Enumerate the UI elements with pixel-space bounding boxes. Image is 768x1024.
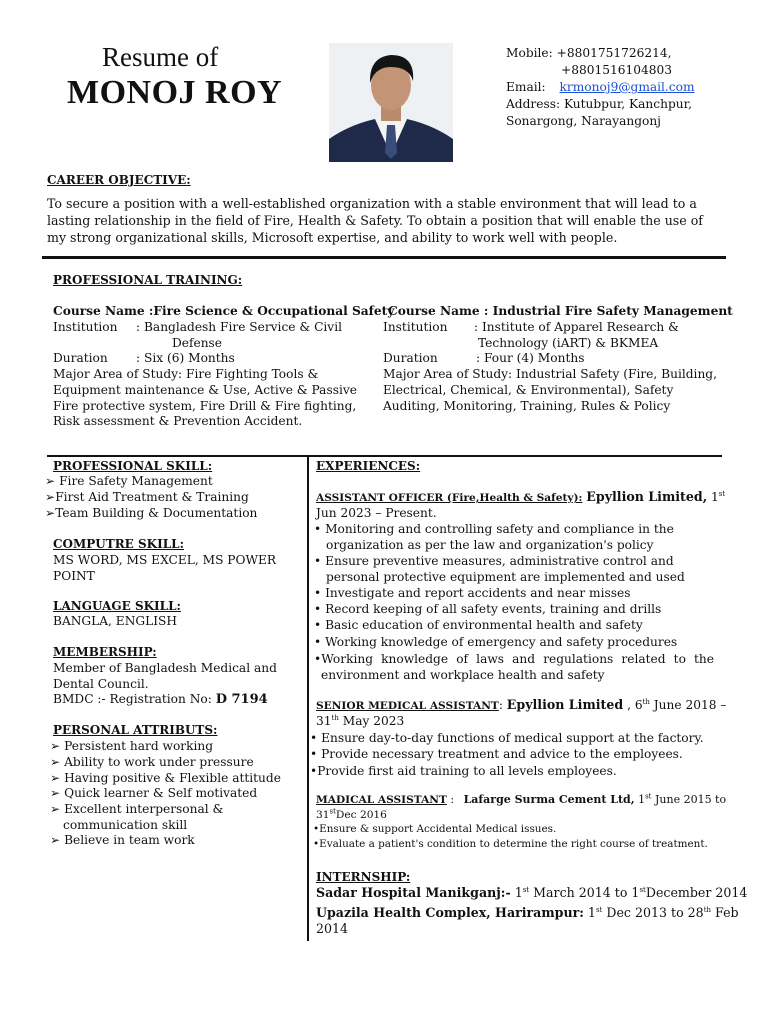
job1-bullet-continuation: environment and workplace health and safety <box>321 668 605 682</box>
profile-photo <box>329 43 453 162</box>
training-left-inst-label: Institution <box>53 320 118 334</box>
job1-bullet-text: Working knowledge of laws and regulations related to the <box>321 652 714 666</box>
skill-item <box>45 489 249 505</box>
language-skill-value: BANGLA, ENGLISH <box>53 614 177 628</box>
internship-1-suffix: st <box>522 885 530 894</box>
job2-date-suffix: th <box>642 697 650 706</box>
attribute-text: Believe in team work <box>64 833 195 847</box>
training-left-area-1: Major Area of Study: Fire Fighting Tools & <box>53 367 319 381</box>
bullet-icon: • <box>313 823 320 835</box>
job3-bullet-text: Evaluate a patient's condition to determine the right course of treatment. <box>319 838 708 850</box>
internship-2-end: Feb <box>715 905 739 920</box>
email-label: Email: <box>506 80 546 94</box>
attribute-text: Having positive & Flexible attitude <box>64 771 281 785</box>
attribute-text: Quick learner & Self motivated <box>64 786 258 800</box>
job2-bullet-text: Ensure day-to-day functions of medical support at the factory. <box>321 731 704 745</box>
computer-skill-heading: COMPUTRE SKILL: <box>53 537 185 551</box>
job1-bullet-text: Record keeping of all safety events, training and drills <box>325 602 662 616</box>
job1-date: Jun 2023 – Present. <box>316 506 437 520</box>
membership-line-1: Member of Bangladesh Medical and <box>53 661 277 675</box>
personal-attributes-heading: PERSONAL ATTRIBUTS: <box>53 723 218 737</box>
column-divider-vertical <box>307 456 309 941</box>
training-left-inst-1: : Bangladesh Fire Service & Civil <box>136 320 342 334</box>
arrow-bullet-icon: ➢ <box>50 786 61 800</box>
training-right-inst-2: Technology (iART) & BKMEA <box>478 336 659 350</box>
internship-1-place: Sadar Hospital Manikganj:- <box>316 885 511 900</box>
training-right-course: Course Name : Industrial Fire Safety Management <box>388 304 733 318</box>
training-left-course: Course Name :Fire Science & Occupational Safety <box>53 304 395 318</box>
attribute-item <box>50 754 254 770</box>
mobile-number-1: +8801751726214, <box>556 46 672 60</box>
bullet-icon: • <box>314 652 322 666</box>
address-line-1 <box>506 96 692 112</box>
job2-date-day: 6 <box>634 698 643 712</box>
bullet-icon: • <box>310 747 318 761</box>
internship-1-range: March 2014 to 1 <box>533 885 640 900</box>
job3-title: MADICAL ASSISTANT <box>316 794 447 806</box>
internship-2-suffix-2: th <box>703 905 712 914</box>
membership-line-2: Dental Council. <box>53 677 149 691</box>
arrow-bullet-icon: ➢ <box>45 506 56 520</box>
training-left-dur-label: Duration <box>53 351 108 365</box>
training-right-duration: : Four (4) Months <box>476 351 585 365</box>
job3-date-start: June 2015 to <box>654 793 727 806</box>
email-link[interactable]: krmonoj9@gmail.com <box>559 80 695 94</box>
job2-bullet <box>310 746 683 762</box>
training-left-area-2: Equipment maintenance & Use, Active & Passive <box>53 383 357 397</box>
internship-1-day: 1 <box>514 885 523 900</box>
mobile-number-2: +8801516104803 <box>561 63 673 77</box>
mobile-label: Mobile: <box>506 46 553 60</box>
skill-item <box>45 473 213 489</box>
attribute-text: Persistent hard working <box>64 739 214 753</box>
job2-bullet <box>310 730 704 746</box>
training-right-dur-label: Duration <box>383 351 438 365</box>
bullet-icon: • <box>314 602 322 616</box>
job3-date-day: 1 <box>638 793 646 806</box>
job1-date-day: 1 <box>710 490 719 504</box>
job1-bullet <box>314 617 643 633</box>
job3-company: Lafarge Surma Cement Ltd, <box>463 793 635 806</box>
bullet-icon: • <box>314 522 322 536</box>
attribute-item <box>50 801 223 817</box>
address-label: Address: <box>506 97 561 111</box>
training-left-inst-2: Defense <box>172 336 223 350</box>
job3-date-end-line <box>316 807 387 823</box>
job1-bullet-text: Monitoring and controlling safety and compliance in the <box>325 522 674 536</box>
career-objective-heading: CAREER OBJECTIVE: <box>47 173 191 187</box>
computer-skill-line-1: MS WORD, MS EXCEL, MS POWER <box>53 553 277 567</box>
section-divider <box>42 256 726 259</box>
training-right-inst-label: Institution <box>383 320 448 334</box>
column-divider-top <box>47 455 722 457</box>
training-right-area-3: Auditing, Monitoring, Training, Rules & Policy <box>383 399 671 413</box>
attribute-item <box>50 770 281 786</box>
arrow-bullet-icon: ➢ <box>50 802 61 816</box>
job1-bullet-text: Ensure preventive measures, administrative control and <box>325 554 674 568</box>
internship-line-1 <box>316 885 747 901</box>
computer-skill-line-2: POINT <box>53 569 95 583</box>
arrow-bullet-icon: ➢ <box>50 755 61 769</box>
training-left-duration: : Six (6) Months <box>136 351 235 365</box>
job2-title-line: SENIOR MEDICAL ASSISTANT: Epyllion Limited , 6th June 2018 – <box>316 697 727 712</box>
job3-end-day: 31 <box>316 809 330 821</box>
internship-1-end: December 2014 <box>645 885 748 900</box>
mobile-line <box>506 45 672 61</box>
job1-bullet-text: Basic education of environmental health and safety <box>325 618 643 632</box>
job1-bullet <box>314 521 674 537</box>
bullet-icon: • <box>314 618 322 632</box>
arrow-bullet-icon: ➢ <box>50 739 61 753</box>
email-line <box>506 79 695 95</box>
job1-bullet <box>314 585 630 601</box>
job2-bullet-text: Provide necessary treatment and advice to the employees. <box>321 747 683 761</box>
professional-skill-heading: PROFESSIONAL SKILL: <box>53 459 213 473</box>
job1-bullet <box>314 651 714 667</box>
training-right-area-1: Major Area of Study: Industrial Safety (Fire, Building, <box>383 367 717 381</box>
job3-end-suffix: st <box>329 807 336 816</box>
job1-bullet-continuation: organization as per the law and organization's policy <box>326 538 654 552</box>
job1-bullet <box>314 601 661 617</box>
resume-of-label: Resume of <box>102 42 219 72</box>
job1-bullet <box>314 634 677 650</box>
arrow-bullet-icon: ➢ <box>50 771 61 785</box>
job2-end-day: 31 <box>316 714 332 728</box>
arrow-bullet-icon: ➢ <box>50 833 61 847</box>
job1-bullet <box>314 553 674 569</box>
job3-end-date: Dec 2016 <box>335 809 387 821</box>
address-value-1: Kutubpur, Kanchpur, <box>563 97 692 111</box>
training-left-area-4: Risk assessment & Prevention Accident. <box>53 414 303 428</box>
job3-title-line: MADICAL ASSISTANT : Lafarge Surma Cement Ltd, 1st June 2015 to <box>316 792 727 806</box>
job1-title: ASSISTANT OFFICER (Fire,Health & Safety): <box>316 492 583 504</box>
career-line-2: lasting relationship in the field of Fire, Health & Safety. To obtain a position that will enable the use of <box>47 213 703 228</box>
internship-2-suffix: st <box>595 905 603 914</box>
bullet-icon: • <box>314 554 322 568</box>
career-line-1: To secure a position with a well-established organization with a stable environment that will lead to a <box>47 196 697 211</box>
job2-end-suffix: th <box>331 713 339 722</box>
skill-item <box>45 505 257 521</box>
bullet-icon: • <box>314 635 322 649</box>
job1-date-suffix: st <box>718 489 726 498</box>
portrait-image <box>329 43 453 162</box>
language-skill-heading: LANGUAGE SKILL: <box>53 599 181 613</box>
bullet-icon: • <box>313 838 320 850</box>
experiences-heading: EXPERIENCES: <box>316 459 421 473</box>
job3-bullet-text: Ensure & support Accidental Medical issues. <box>319 823 557 835</box>
training-right-area-2: Electrical, Chemical, & Environmental), Safety <box>383 383 674 397</box>
bmdc-number: D 7194 <box>215 692 268 707</box>
training-left-area-3: Fire protective system, Fire Drill & Fire fighting, <box>53 399 357 413</box>
bmdc-label: BMDC :- Registration No: <box>53 692 212 706</box>
internship-2-year: 2014 <box>316 921 349 936</box>
internship-heading: INTERNSHIP: <box>316 870 411 884</box>
job2-company: Epyllion Limited <box>506 697 624 712</box>
job2-date-start: June 2018 – <box>653 698 727 712</box>
career-line-3: my strong organizational skills, Microsoft expertise, and ability to work well with people. <box>47 230 618 245</box>
job2-date-end-line <box>316 713 404 729</box>
job1-company: Epyllion Limited, <box>586 489 708 504</box>
job3-date-suffix: st <box>645 792 652 801</box>
internship-2-range: Dec 2013 to 28 <box>606 905 704 920</box>
address-line-2: Sonargong, Narayangonj <box>506 114 661 128</box>
job1-bullet-continuation: personal protective equipment are implemented and used <box>326 570 685 584</box>
attribute-item <box>50 785 257 801</box>
skill-text: Fire Safety Management <box>59 474 213 488</box>
job1-bullet-text: Investigate and report accidents and near misses <box>325 586 631 600</box>
attribute-continuation: communication skill <box>63 818 188 832</box>
membership-heading: MEMBERSHIP: <box>53 645 157 659</box>
attribute-text: Excellent interpersonal & <box>64 802 224 816</box>
job3-bullet <box>313 822 556 837</box>
candidate-name: MONOJ ROY <box>67 74 283 111</box>
arrow-bullet-icon: ➢ <box>45 474 56 488</box>
job1-title-line <box>316 489 725 506</box>
job3-bullet <box>313 837 708 852</box>
attribute-text: Ability to work under pressure <box>64 755 254 769</box>
bmdc-line <box>53 691 268 708</box>
internship-2-place: Upazila Health Complex, Harirampur: <box>316 905 584 920</box>
job1-bullet-text: Working knowledge of emergency and safety procedures <box>325 635 678 649</box>
job2-bullet-text: Provide first aid training to all levels employees. <box>317 764 617 778</box>
skill-text: First Aid Treatment & Training <box>55 490 249 504</box>
training-right-inst-1: : Institute of Apparel Research & <box>474 320 679 334</box>
internship-line-2 <box>316 905 739 921</box>
skill-text: Team Building & Documentation <box>55 506 258 520</box>
job2-title: SENIOR MEDICAL ASSISTANT <box>316 700 499 712</box>
internship-1-suffix-2: st <box>639 885 646 894</box>
attribute-item <box>50 738 213 754</box>
training-heading: PROFESSIONAL TRAINING: <box>53 273 243 287</box>
arrow-bullet-icon: ➢ <box>45 490 56 504</box>
bullet-icon: • <box>310 731 318 745</box>
bullet-icon: • <box>314 586 322 600</box>
attribute-item <box>50 832 195 848</box>
job2-end-date: May 2023 <box>342 714 405 728</box>
bullet-icon: • <box>310 764 318 778</box>
job2-bullet <box>310 763 617 779</box>
internship-2-day: 1 <box>587 905 596 920</box>
